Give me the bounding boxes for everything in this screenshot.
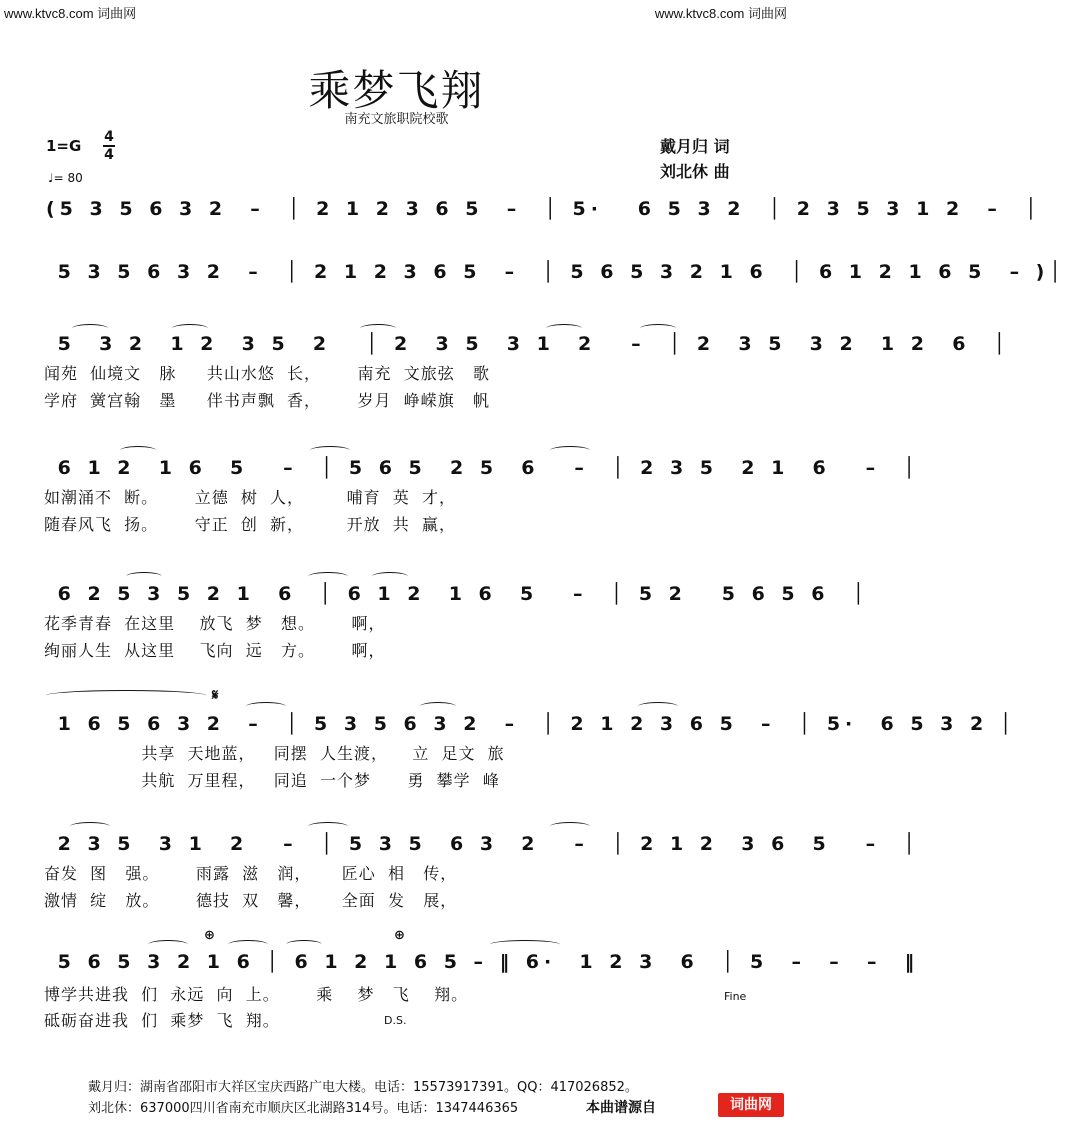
lyrics-line-8-verse-1: 博学共进我 们 永远 向 上。 乘 梦 飞 翔。: [44, 985, 469, 1004]
notes-line-3: 5 3 2 1 2 3 5 2 │ 2 3 5 3 1 2 – │ 2 3 5 3 2 1 2 6 │: [46, 333, 1011, 355]
notes-line-2: 5 3 5 6 3 2 – │ 2 1 2 3 6 5 – │ 5 6 5 3 2 1 6 │ 6 1 2 1 6 5 – )│: [46, 261, 1066, 283]
score-line-5: [0, 578, 870, 660]
score-line-6: [0, 686, 1017, 790]
fine-marking: Fine: [724, 990, 747, 1003]
lyrics-line-8-verse-2: 砥砺奋进我 们 乘梦 飞 翔。: [44, 1011, 280, 1030]
lyrics-line-3-verse-1: 闻苑 仙境文 脉 共山水悠 长， 南充 文旅弦 歌: [44, 364, 490, 383]
key-signature: 1=G: [46, 137, 82, 155]
footer-contact-lyricist: 戴月归：湖南省邵阳市大祥区宝庆西路广电大楼。电话：15573917391。QQ：417026852。: [88, 1080, 638, 1095]
lyrics-line-6-verse-2: 共航 万里程， 同追 一个梦 勇 攀学 峰: [44, 771, 500, 790]
score-line-3: [0, 328, 1011, 410]
notes-line-1: (5 3 5 6 3 2 – │ 2 1 2 3 6 5 – │ 5· 6 5 3 2 │ 2 3 5 3 1 2 – │: [46, 198, 1042, 220]
coda-icon: ⊕: [204, 928, 215, 943]
watermark-right: www.ktvc8.com 词曲网: [654, 6, 787, 21]
time-signature: [103, 129, 115, 163]
lyrics-line-6-verse-1: 共享 天地蓝， 同摆 人生渡， 立 足文 旅: [44, 744, 505, 763]
subtitle: 南充文旅职院校歌: [344, 112, 449, 127]
footer-contact-composer: 刘北休：637000四川省南充市顺庆区北湖路314号。电话：1347446365: [88, 1101, 519, 1116]
composer: 刘北休 曲: [660, 162, 730, 181]
notes-line-7: 2 3 5 3 1 2 – │ 5 3 5 6 3 2 – │ 2 1 2 3 6 5 – │: [46, 833, 920, 855]
lyricist: 戴月归 词: [660, 137, 730, 156]
watermark-left: www.ktvc8.com 词曲网: [4, 6, 137, 21]
lyrics-line-5-verse-1: 花季青春 在这里 放飞 梦 想。 啊，: [44, 614, 386, 633]
site-logo[interactable]: 词曲网: [718, 1093, 784, 1117]
tempo-marking: ♩= 80: [48, 171, 83, 185]
source-label: 本曲谱源自: [586, 1100, 656, 1116]
lyrics-line-5-verse-2: 绚丽人生 从这里 飞向 远 方。 啊，: [44, 641, 386, 660]
score-line-7: [0, 828, 920, 910]
coda-icon: ⊕: [394, 928, 405, 943]
page-title: 乘梦飞翔: [308, 66, 485, 115]
segno-icon: 𝄋: [212, 686, 219, 704]
score-line-8: [0, 928, 920, 1030]
lyrics-line-4-verse-1: 如潮涌不 断。 立德 树 人， 哺育 英 才，: [44, 488, 456, 507]
time-numerator: 4: [104, 129, 114, 145]
time-denominator: 4: [104, 147, 114, 163]
notes-line-8: 5 6 5 3 2 1 6 │ 6 1 2 1 6 5 – ‖ 6· 1 2 3 6 │ 5 – – – ‖: [46, 951, 920, 973]
notes-line-6: 1 6 5 6 3 2 – │ 5 3 5 6 3 2 – │ 2 1 2 3 6 5 – │ 5· 6 5 3 2 │: [46, 713, 1017, 735]
ds-marking: D.S.: [384, 1014, 407, 1027]
score-line-2: [0, 256, 1066, 336]
lyrics-line-4-verse-2: 随春风飞 扬。 守正 创 新， 开放 共 赢，: [44, 515, 456, 534]
notes-line-4: 6 1 2 1 6 5 – │ 5 6 5 2 5 6 – │ 2 3 5 2 1 6 – │: [46, 457, 920, 479]
tie: [46, 690, 206, 701]
notes-line-5: 6 2 5 3 5 2 1 6 │ 6 1 2 1 6 5 – │ 5 2 5 6 5 6 │: [46, 583, 870, 605]
lyrics-line-7-verse-1: 奋发 图 强。 雨露 滋 润， 匠心 相 传，: [44, 864, 458, 883]
score-line-4: [0, 452, 920, 534]
lyrics-line-3-verse-2: 学府 黉宫翰 墨 伴书声飘 香， 岁月 峥嵘旗 帆: [44, 391, 490, 410]
lyrics-line-7-verse-2: 激情 绽 放。 德技 双 馨， 全面 发 展，: [44, 891, 458, 910]
